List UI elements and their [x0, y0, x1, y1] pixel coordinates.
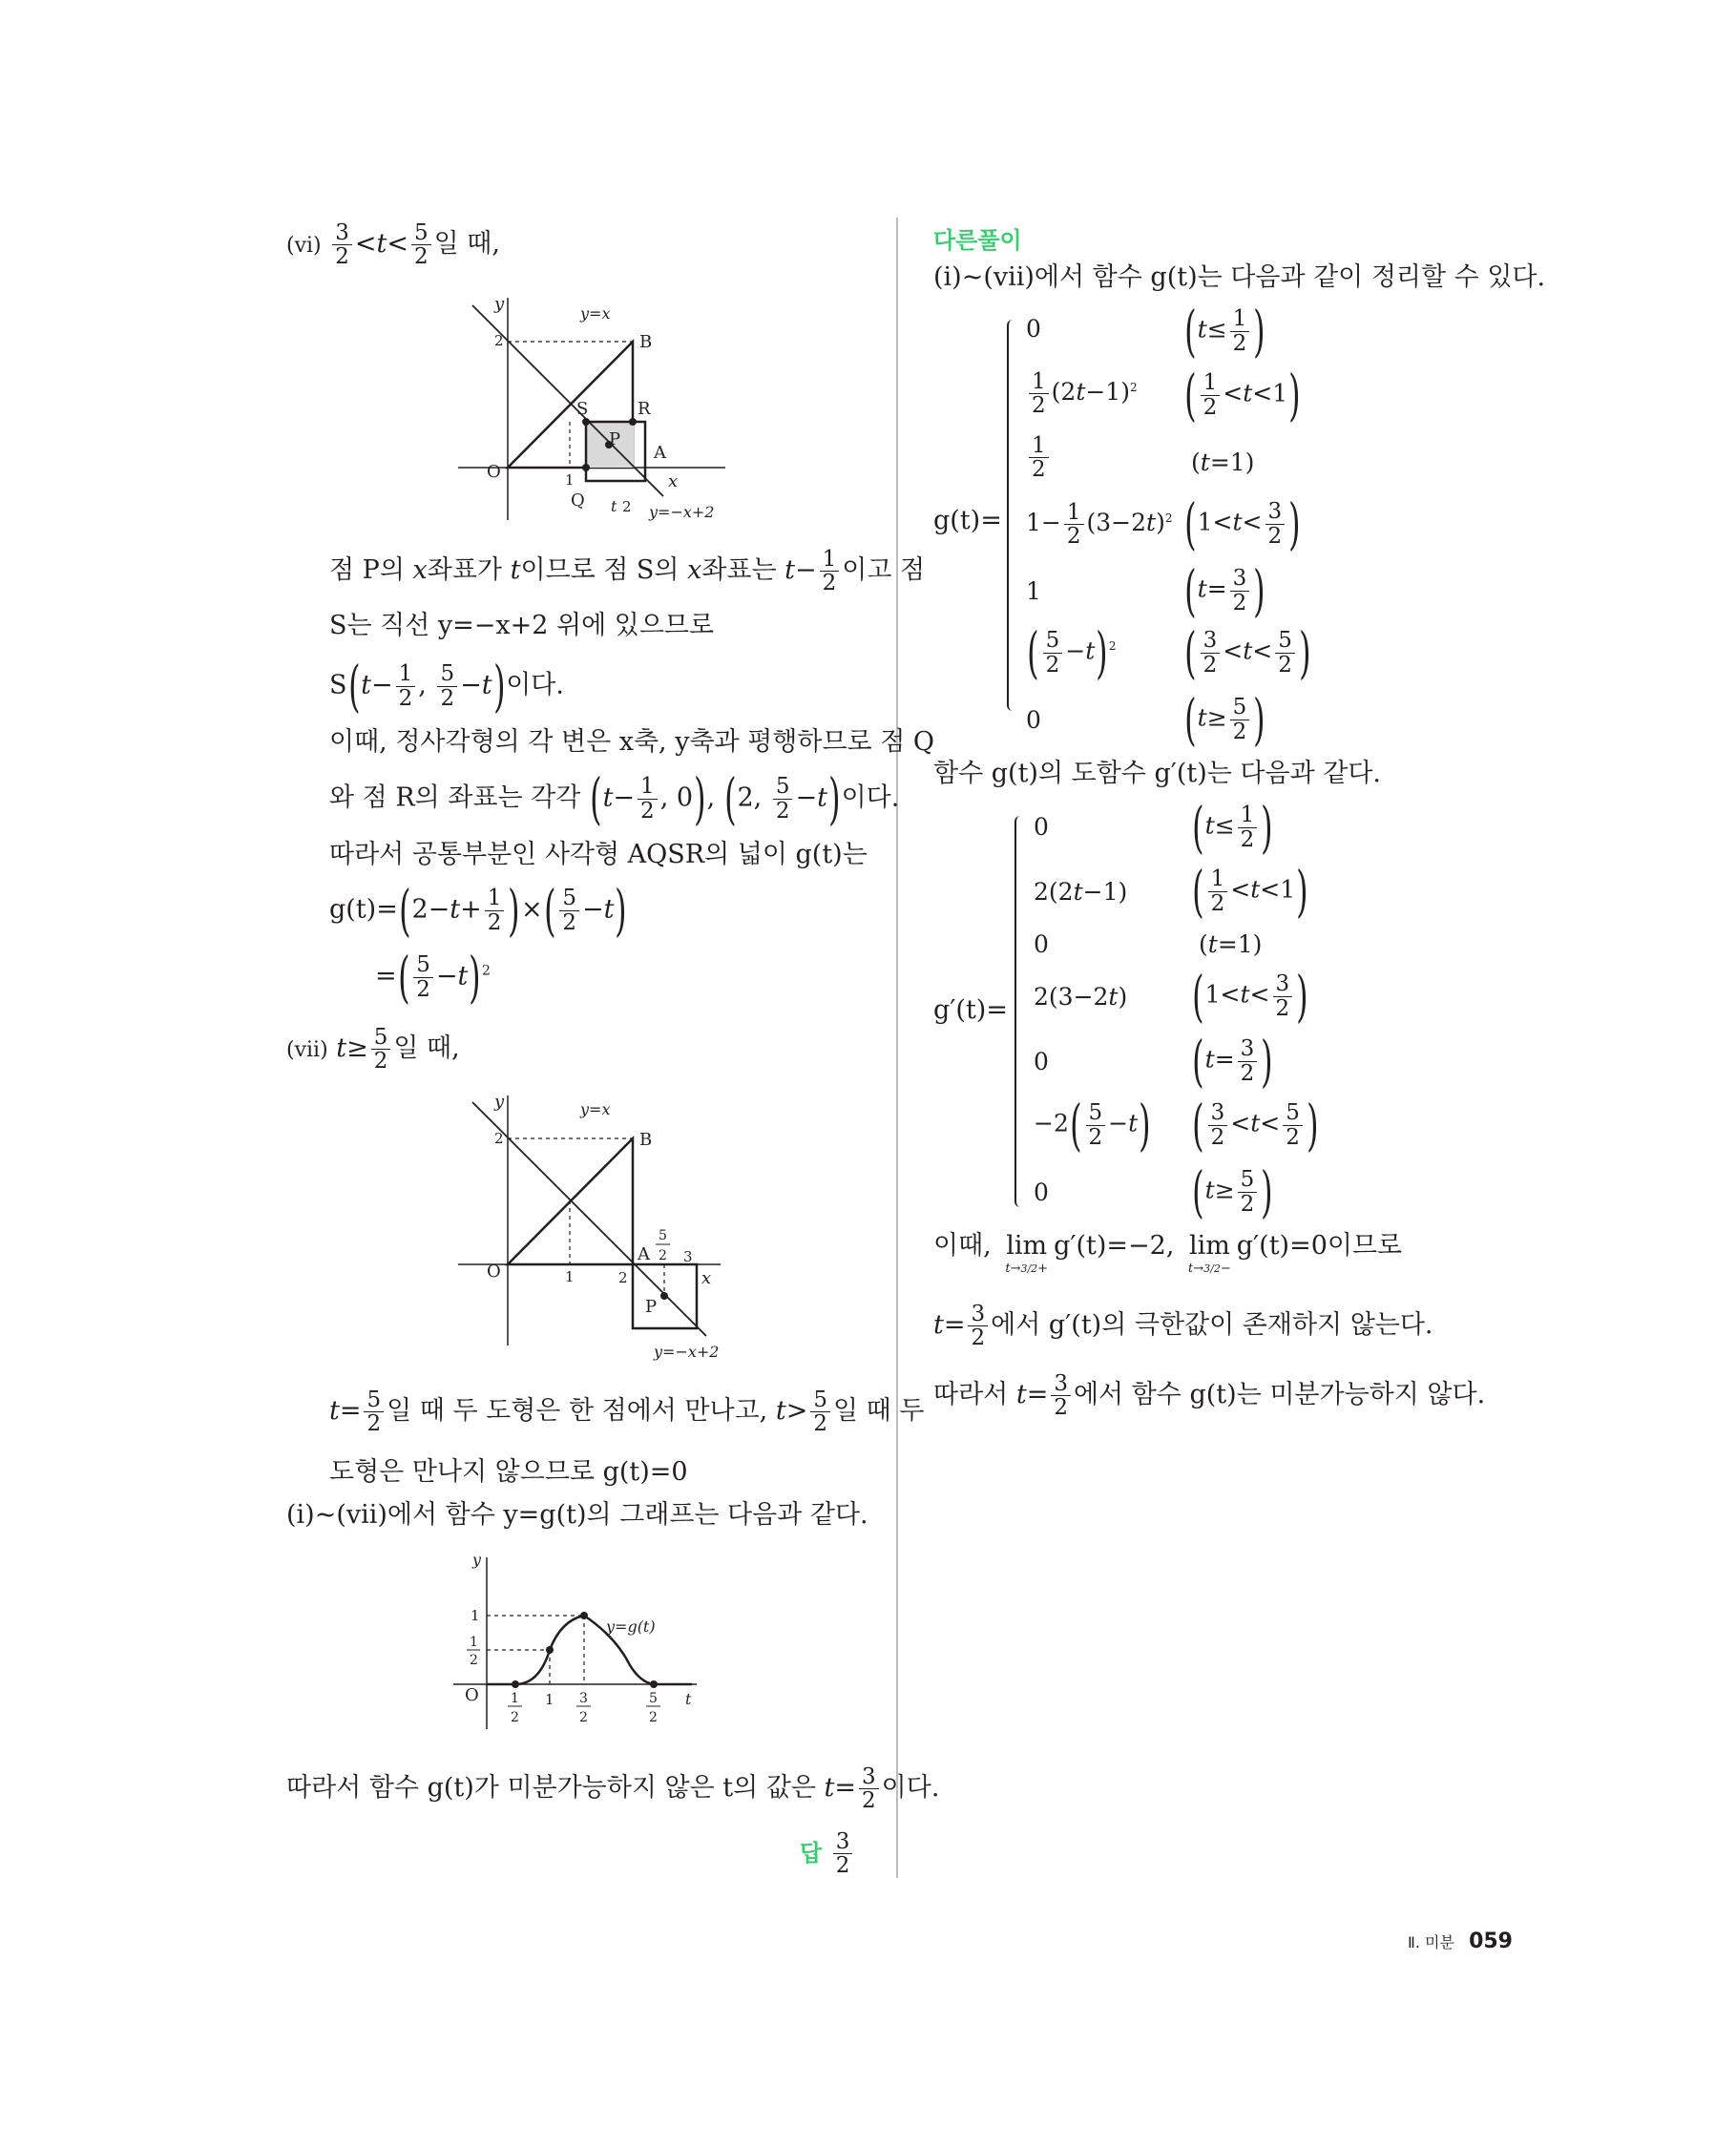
label-y-neg: y=−x+2: [649, 503, 715, 521]
label-s: S: [576, 399, 589, 419]
tick-52-den: 2: [649, 1710, 658, 1725]
point-r: [629, 418, 637, 426]
gp-brace: [1014, 816, 1020, 1207]
label-p: P: [645, 1297, 658, 1317]
label-x: x: [701, 1268, 712, 1288]
label-one: 1: [565, 471, 575, 489]
label-b: B: [639, 332, 653, 352]
para-vi-line5: 와 점 R의 좌표는 각각 (t− $\frac{1}{2}$ , 0), (2, $\frac{5}{2}$ −t)이다.: [329, 766, 900, 831]
para-graph-intro: (i)~(vii)에서 함수 y=g(t)의 그래프는 다음과 같다.: [286, 1500, 868, 1530]
para-vi-line6: 따라서 공통부분인 사각형 AQSR의 넓이 g(t)는: [329, 840, 868, 869]
g-cond-2: ( $\frac{1}{2}$ <t<1): [1184, 363, 1301, 428]
gp-cond-5: (t= $\frac{3}{2}$ ): [1192, 1029, 1273, 1094]
conclusion-2: 따라서 t= $\frac{3}{2}$ 에서 함수 g(t)는 미분가능하지 않다.: [933, 1371, 1486, 1421]
g-case-3: $\frac{1}{2}$: [1026, 434, 1052, 481]
gp-case-6: −2( $\frac{5}{2}$ −t): [1034, 1093, 1151, 1158]
tick-half-num-y: 1: [470, 1635, 478, 1650]
figure-g-graph: [453, 1546, 721, 1737]
tick-half-den-y: 2: [470, 1653, 478, 1668]
g-cond-5: (t= $\frac{3}{2}$ ): [1184, 558, 1265, 623]
label-y-eq-x: y=x: [580, 304, 611, 323]
gp-lhs: g′(t)=: [933, 995, 1008, 1025]
tick-52-num: 5: [649, 1691, 658, 1706]
gp-case-3: 0: [1034, 930, 1049, 958]
gp-case-4: 2(3−2t): [1034, 983, 1128, 1011]
point-p: [660, 1292, 668, 1300]
tick-32-den: 2: [579, 1710, 588, 1725]
point-five-half: [650, 1680, 658, 1688]
gp-cond-7: (t≥ $\frac{5}{2}$ ): [1192, 1159, 1273, 1224]
g-case-6: ( $\frac{5}{2}$ −t)$^2$: [1027, 620, 1117, 685]
tick-half-den: 2: [511, 1710, 519, 1725]
para-conclusion: 따라서 함수 g(t)가 미분가능하지 않은 t의 값은 t= $\frac{3}{2}$ 이다.: [286, 1764, 940, 1814]
column-divider: [896, 218, 898, 1878]
tick-half-num: 1: [511, 1691, 519, 1706]
point-s: [582, 418, 590, 426]
label-x: x: [668, 471, 679, 491]
answer: 답 $\frac{3}{2}$: [800, 1830, 855, 1877]
g-lhs: g(t)=: [933, 506, 1002, 535]
alt-intro: (i)~(vii)에서 함수 g(t)는 다음과 같이 정리할 수 있다.: [933, 262, 1546, 292]
alt-solution-heading: 다른풀이: [933, 227, 1022, 254]
label-three: 3: [683, 1248, 693, 1265]
label-half: 2: [659, 1248, 667, 1263]
g-cond-7: (t≥ $\frac{5}{2}$ ): [1184, 687, 1265, 752]
label-q: Q: [571, 490, 585, 511]
section-label: Ⅱ. 미분: [1408, 1933, 1454, 1951]
point-half: [512, 1680, 519, 1688]
page-number: 059: [1469, 1930, 1513, 1953]
point-q: [582, 464, 590, 471]
label-two-x: 2: [622, 498, 632, 515]
label-r: R: [638, 399, 651, 419]
figure-square-overlap-vii: [458, 1088, 763, 1365]
case-vi-heading: (vi) $\frac{3}{2}$ <t< $\frac{5}{2}$ 일 때,: [286, 220, 500, 270]
limit-line: 이때, lim t→3/2+ g′(t)=−2, lim t→3/2− g′(t)=0이므로: [933, 1231, 1403, 1277]
label-b: B: [639, 1130, 653, 1150]
equation-g-line1: g(t)=(2−t+ $\frac{1}{2}$ )×( $\frac{5}{2}$ −t): [329, 878, 627, 943]
label-two-y: 2: [494, 1130, 504, 1147]
derivative-intro: 함수 g(t)의 도함수 g′(t)는 다음과 같다.: [933, 759, 1382, 788]
gp-case-1: 0: [1034, 813, 1049, 841]
g-cond-1: (t≤ $\frac{1}{2}$ ): [1184, 299, 1265, 364]
label-y-neg: y=−x+2: [654, 1343, 720, 1361]
case-vii-heading: (vii) t≥ $\frac{5}{2}$ 일 때,: [286, 1025, 460, 1074]
gp-case-7: 0: [1034, 1179, 1049, 1206]
g-case-7: 0: [1026, 706, 1041, 734]
g-case-4: 1− $\frac{1}{2}$ $(3-2t)^2$: [1026, 500, 1173, 550]
label-five: 5: [659, 1228, 667, 1243]
label-y-eq-x: y=x: [580, 1100, 611, 1118]
para-vi-line2: S는 직선 y=−x+2 위에 있으므로: [329, 611, 715, 640]
equation-g-line2: =( $\frac{5}{2}$ −t)$^2$: [375, 945, 491, 1010]
gp-cond-4: (1<t< $\frac{3}{2}$ ): [1192, 964, 1308, 1029]
g-case-1: 0: [1026, 315, 1041, 343]
label-y: y: [494, 294, 505, 314]
para-vii-line2: 도형은 만나지 않으므로 g(t)=0: [329, 1457, 688, 1487]
label-a: A: [654, 443, 666, 463]
g-cond-6: ( $\frac{3}{2}$ <t< $\frac{5}{2}$ ): [1184, 620, 1311, 685]
g-case-2: $\frac{1}{2}$ $(2t-1)^2$: [1026, 370, 1138, 417]
figure-square-overlap-vi: [458, 286, 763, 525]
para-vii-line1: t= $\frac{5}{2}$ 일 때 두 도형은 한 점에서 만나고, t> $\frac{5}{2}$ 일 때 두: [329, 1387, 925, 1437]
label-one: 1: [565, 1268, 575, 1285]
label-one-x: 1: [545, 1691, 554, 1708]
label-two: 2: [618, 1269, 628, 1286]
tick-32-num: 3: [579, 1691, 588, 1706]
label-one-y: 1: [471, 1607, 480, 1624]
label-y-eq-g: y=g(t): [606, 1617, 656, 1636]
footer: [1408, 1930, 1513, 1953]
g-case-5: 1: [1026, 577, 1041, 605]
gp-cond-6: ( $\frac{3}{2}$ <t< $\frac{5}{2}$ ): [1192, 1093, 1319, 1158]
g-cond-4: (1<t< $\frac{3}{2}$ ): [1184, 491, 1301, 556]
para-vi-line3: S(t− $\frac{1}{2}$ , $\frac{5}{2}$ −t)이다.: [329, 654, 564, 719]
label-origin: O: [487, 1262, 501, 1282]
para-vi-line4: 이때, 정사각형의 각 변은 x축, y축과 평행하므로 점 Q: [329, 727, 934, 757]
label-t: t: [611, 497, 617, 515]
label-two-y: 2: [494, 332, 504, 349]
gp-cond-1: (t≤ $\frac{1}{2}$ ): [1192, 795, 1273, 860]
conclusion-1: t= $\frac{3}{2}$ 에서 g′(t)의 극한값이 존재하지 않는다.: [933, 1302, 1433, 1351]
point-one: [546, 1646, 554, 1654]
g-brace: [1007, 320, 1013, 711]
gp-case-2: 2(2t−1): [1034, 878, 1128, 906]
label-y: y: [472, 1551, 482, 1569]
gp-cond-2: ( $\frac{1}{2}$ <t<1): [1192, 859, 1308, 924]
label-origin: O: [465, 1685, 479, 1705]
label-origin: O: [487, 462, 501, 482]
gp-case-5: 0: [1034, 1048, 1049, 1075]
gp-cond-3: (t=1): [1199, 930, 1263, 958]
label-y: y: [494, 1092, 505, 1112]
para-vi-line1: 점 P의 x좌표가 t이므로 점 S의 x좌표는 t− $\frac{1}{2}$ 이고 점: [329, 547, 926, 596]
g-cond-3: (t=1): [1191, 449, 1255, 476]
point-peak: [580, 1612, 588, 1619]
label-a: A: [638, 1244, 650, 1264]
label-t: t: [685, 1690, 692, 1708]
label-p: P: [609, 429, 621, 449]
